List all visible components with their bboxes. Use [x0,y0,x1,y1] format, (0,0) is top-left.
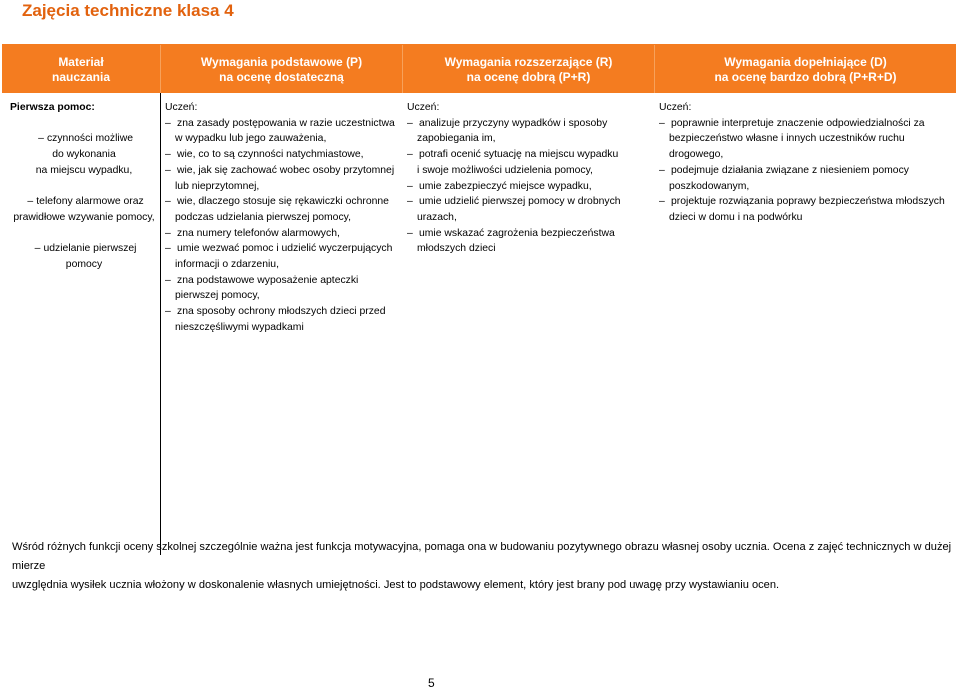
list-item-text: i swoje możliwości udzielenia pomocy, [417,164,593,176]
list-item-line [10,131,158,147]
dash-bullet: – [34,243,41,255]
list-item-line [669,210,956,226]
list-item-text: do wykonania [52,149,116,161]
list-item [407,147,654,178]
list-item [165,273,402,304]
list-item [659,194,956,225]
list-item-text: urazach, [417,211,457,223]
header-line: na ocenę dostateczną [219,70,344,84]
dash-bullet: – [659,164,665,176]
column-supplementary [654,93,956,555]
list-item-line [165,273,402,289]
list-item-line [417,163,654,179]
header-line: nauczania [51,70,111,84]
header-line: Wymagania podstawowe (P) [200,55,363,69]
dash-bullet: – [165,149,171,161]
dash-bullet: – [659,196,665,208]
table-body [2,93,956,555]
list-item [165,304,402,335]
list-item [165,241,402,272]
header-material [2,45,160,93]
list-item-line [417,210,654,226]
dash-bullet: – [165,306,171,318]
list-item [659,116,956,163]
dash-bullet: – [165,117,171,129]
dash-bullet: – [407,227,413,239]
column-material [2,93,160,555]
list-item-line [659,194,956,210]
list-item-line [175,257,402,273]
list-item-line [175,179,402,195]
list-item-line [669,179,956,195]
list-item-text: umie wskazać zagrożenia bezpieczeństwa [419,227,615,239]
list-item-text: bezpieczeństwo własne i innych uczestników ruchu [669,133,905,145]
list-item-line [165,241,402,257]
header-line: Wymagania rozszerzające (R) [444,55,613,69]
dash-bullet: – [407,117,413,129]
list-item-text: umie udzielić pierwszej pomocy w drobnych [419,196,621,208]
dash-bullet: – [38,133,44,145]
list-item-line [165,147,402,163]
dash-bullet: – [407,196,413,208]
footer-line: uwzględnia wysiłek ucznia włożony w doskonalenie własnych umiejętności. Jest to podstawowy element, który jest brany pod uwagę przy wystawianiu ocen. [12,579,780,591]
list-item-line [165,304,402,320]
header-line: Wymagania dopełniające (D) [724,55,887,69]
list-item-text: dzieci w domu i na podwórku [669,211,803,223]
list-item-line [10,257,158,273]
column-extended [402,93,654,555]
list-item-text: potrafi ocenić sytuację na miejscu wypadku [419,149,619,161]
spacer [10,179,158,195]
list-item-text: podejmuje działania związane z niesieniem pomocy [671,164,909,176]
list-item-text: informacji o zdarzeniu, [175,259,279,271]
list-item [165,116,402,147]
list-item-text: umie wezwać pomoc i udzielić wyczerpujących [177,243,393,255]
column-label: Uczeń: [165,102,198,113]
list-item-text: projektuje rozwiązania poprawy bezpieczeństwa młodszych [671,196,945,208]
list-item-line [175,288,402,304]
page-title: Zajęcia techniczne klasa 4 [22,1,234,20]
list-item-line [175,320,402,336]
list-item-text: zna zasady postępowania w razie uczestnictwa [177,117,395,129]
list-item [165,226,402,242]
table-header [2,44,956,93]
list-item-line [417,241,654,257]
list-item-text: zna sposoby ochrony młodszych dzieci przed [177,306,386,318]
list-item-text: nieszczęśliwymi wypadkami [175,321,304,333]
list-item [407,226,654,257]
list-item-line [165,194,402,210]
list-item-line [175,131,402,147]
list-item-text: zna numery telefonów alarmowych, [177,227,340,239]
list-item-text: pierwszej pomocy, [175,290,260,302]
list-item [659,163,956,194]
list-item-line [175,210,402,226]
column-label: Pierwsza pomoc: [10,102,95,113]
list-item [10,241,158,272]
list-item-line [10,194,158,210]
list-item-line [659,116,956,132]
list-item-text: młodszych dzieci [417,243,496,255]
list-item-text: podczas udzielania pierwszej pomocy, [175,211,351,223]
list-item-text: poszkodowanym, [669,180,750,192]
list-item-line [407,179,654,195]
dash-bullet: – [27,196,34,208]
list-item [407,179,654,195]
dash-bullet: – [165,274,171,286]
list-item [10,194,158,225]
spacer [10,226,158,242]
list-item [407,194,654,225]
list-item-line [669,131,956,147]
list-item-line [669,147,956,163]
header-line: na ocenę bardzo dobrą (P+R+D) [714,70,897,84]
list-item [165,194,402,225]
header-line: Materiał [58,55,104,69]
list-item-line [165,226,402,242]
list-item-text: prawidłowe wzywanie pomocy, [13,211,155,223]
list-item-text: telefony alarmowe oraz [36,196,144,208]
list-item-line [10,163,158,179]
list-item [165,147,402,163]
list-item-text: wie, co to są czynności natychmiastowe, [177,149,364,161]
dash-bullet: – [407,149,413,161]
list-item-text: wie, dlaczego stosuje się rękawiczki ochronne [177,196,389,208]
list-item [10,131,158,178]
header-line: na ocenę dobrą (P+R) [466,70,591,84]
header-supplementary [654,45,956,93]
requirements-table [2,44,956,555]
list-item-text: drogowego, [669,149,724,161]
list-item-line [10,147,158,163]
list-item-line [407,147,654,163]
list-item-line [407,116,654,132]
list-item [407,116,654,147]
column-label: Uczeń: [659,102,692,113]
header-extended [402,45,654,93]
list-item-line [10,210,158,226]
list-item-line [165,163,402,179]
list-item [165,163,402,194]
dash-bullet: – [407,180,413,192]
list-item-line [10,241,158,257]
list-item-text: zapobiegania im, [417,133,496,145]
list-item-line [165,116,402,132]
dash-bullet: – [659,117,665,129]
list-item-line [407,226,654,242]
list-item-text: analizuje przyczyny wypadków i sposoby [419,117,608,129]
dash-bullet: – [165,164,171,176]
page-number: 5 [428,676,435,690]
list-item-text: poprawnie interpretuje znaczenie odpowiedzialności za [671,117,925,129]
list-item-text: na miejscu wypadku, [35,164,133,176]
list-item-text: pomocy [65,258,103,270]
list-item-text: umie zabezpieczyć miejsce wypadku, [419,180,592,192]
list-item-line [659,163,956,179]
list-item-text: lub nieprzytomnej, [175,180,260,192]
list-item-text: czynności możliwe [46,133,134,145]
list-item-text: wie, jak się zachować wobec osoby przytomnej [177,164,395,176]
list-item-text: w wypadku lub jego zauważenia, [175,133,327,145]
footer-line: Wśród różnych funkcji oceny szkolnej szczególnie ważna jest funkcja motywacyjna, pomaga ona w budowaniu pozytywnego obrazu własnej osoby ucznia. Ocena z zajęć technicznych w dużej mierze [12,541,952,572]
list-item-text: udzielanie pierwszej [43,243,137,255]
dash-bullet: – [165,196,171,208]
dash-bullet: – [165,227,171,239]
column-label: Uczeń: [407,102,440,113]
list-item-line [417,131,654,147]
footer-note [12,538,952,595]
list-item-text: zna podstawowe wyposażenie apteczki [177,274,359,286]
spacer [10,116,158,132]
dash-bullet: – [165,243,171,255]
list-item-line [407,194,654,210]
column-basic [160,93,402,555]
header-basic [160,45,402,93]
